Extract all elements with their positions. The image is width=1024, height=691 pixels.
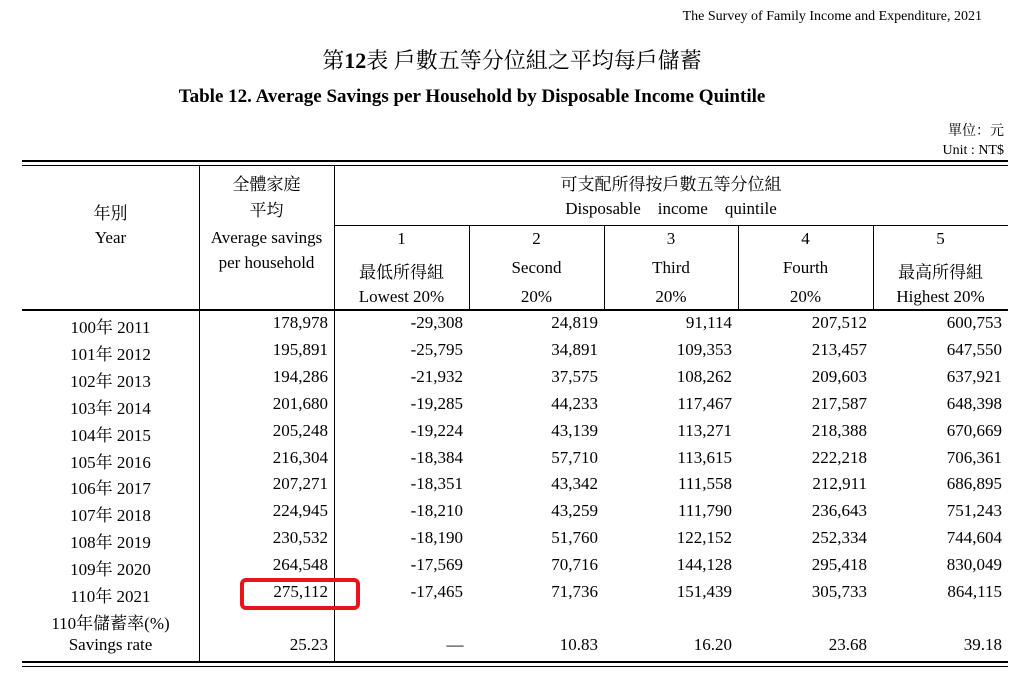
cell-year: 109年 2020 xyxy=(70,560,151,579)
quintile-4-number: 4 xyxy=(801,229,810,248)
cell-average: 224,945 xyxy=(272,501,328,520)
header-year-zh: 年別 xyxy=(93,204,128,223)
cell-year: 105年 2016 xyxy=(70,453,151,472)
highlight-box xyxy=(240,578,360,610)
cell-q1: -21,932 xyxy=(410,367,463,386)
cell-q4: 213,457 xyxy=(811,340,867,359)
cell-q5: 864,115 xyxy=(947,582,1002,601)
table-top-rule-inner xyxy=(22,165,1008,166)
quintile-3-pct: 20% xyxy=(655,287,687,306)
cell-q2: 51,760 xyxy=(551,528,598,547)
cell-q5: 744,604 xyxy=(946,528,1002,547)
cell-q1: -18,190 xyxy=(410,528,463,547)
header-year-en: Year xyxy=(94,228,127,247)
cell-q1: -29,308 xyxy=(410,313,463,332)
cell-q3: 91,114 xyxy=(685,313,732,332)
savings-rate-q5: 39.18 xyxy=(963,635,1002,654)
quintile-4-label: Fourth xyxy=(782,258,829,277)
cell-q5: 648,398 xyxy=(946,394,1002,413)
quintile-5-label: 最高所得組 xyxy=(898,263,983,282)
cell-average: 216,304 xyxy=(272,448,328,467)
cell-q3: 113,615 xyxy=(677,448,732,467)
cell-q2: 43,259 xyxy=(551,501,598,520)
savings-rate-q4: 23.68 xyxy=(828,635,867,654)
cell-q2: 43,139 xyxy=(551,421,598,440)
cell-q1: -18,210 xyxy=(410,501,463,520)
cell-q1: -18,351 xyxy=(410,474,463,493)
cell-q4: 207,512 xyxy=(811,313,867,332)
savings-rate-q1: — xyxy=(446,635,464,654)
table-top-rule xyxy=(22,160,1008,162)
cell-q4: 295,418 xyxy=(811,555,867,574)
cell-year: 107年 2018 xyxy=(70,506,151,525)
cell-year: 102年 2013 xyxy=(70,372,151,391)
cell-year: 103年 2014 xyxy=(70,399,151,418)
cell-q4: 222,218 xyxy=(811,448,867,467)
quintile-group-rule xyxy=(334,225,1008,226)
cell-q4: 236,643 xyxy=(811,501,867,520)
cell-q2: 44,233 xyxy=(551,394,598,413)
cell-q3: 144,128 xyxy=(676,555,732,574)
cell-q3: 151,439 xyxy=(676,582,732,601)
cell-q1: -19,224 xyxy=(410,421,463,440)
cell-q4: 305,733 xyxy=(811,582,867,601)
cell-q3: 111,558 xyxy=(678,474,732,493)
cell-q3: 113,271 xyxy=(677,421,732,440)
cell-q1: -17,569 xyxy=(410,555,463,574)
quintile-2-pct: 20% xyxy=(520,287,553,306)
cell-q2: 37,575 xyxy=(551,367,598,386)
cell-q4: 252,334 xyxy=(811,528,867,547)
quintile-5-number: 5 xyxy=(936,229,945,248)
cell-year: 104年 2015 xyxy=(70,426,151,445)
quintile-3-label: Third xyxy=(652,258,690,277)
cell-q2: 57,710 xyxy=(551,448,598,467)
cell-q4: 212,911 xyxy=(812,474,867,493)
quintile-5-pct: Highest 20% xyxy=(896,287,985,306)
cell-q1: -25,795 xyxy=(410,340,463,359)
cell-year: 100年 2011 xyxy=(70,318,151,337)
cell-q3: 111,790 xyxy=(678,501,732,520)
cell-average: 275,112 xyxy=(273,582,328,601)
cell-year: 108年 2019 xyxy=(70,533,151,552)
table-bottom-rule-inner xyxy=(22,666,1008,667)
survey-title: The Survey of Family Income and Expenditure, 2021 xyxy=(682,9,982,24)
quintile-4-pct: 20% xyxy=(789,287,822,306)
cell-q2: 24,819 xyxy=(551,313,598,332)
cell-year: 101年 2012 xyxy=(70,345,151,364)
cell-q1: -18,384 xyxy=(410,448,463,467)
cell-q3: 122,152 xyxy=(676,528,732,547)
cell-q5: 830,049 xyxy=(946,555,1002,574)
cell-q1: -19,285 xyxy=(410,394,463,413)
cell-q2: 71,736 xyxy=(551,582,598,601)
cell-q3: 109,353 xyxy=(676,340,732,359)
table-title-zh: 第12表 戶數五等分位組之平均每戶儲蓄 xyxy=(322,48,702,73)
cell-q5: 686,895 xyxy=(946,474,1002,493)
header-bottom-rule xyxy=(22,309,1008,311)
cell-year: 110年 2021 xyxy=(70,587,151,606)
cell-q5: 751,243 xyxy=(946,501,1002,520)
header-group-zh: 可支配所得按戶數五等分位組 xyxy=(560,175,782,194)
savings-rate-label-en: Savings rate xyxy=(68,635,153,654)
cell-q5: 637,921 xyxy=(946,367,1002,386)
cell-q5: 706,361 xyxy=(946,448,1002,467)
cell-q1: -17,465 xyxy=(410,582,463,601)
header-avg-zh-1: 全體家庭 xyxy=(232,175,301,194)
unit-label-zh: 單位：元 xyxy=(948,124,1004,139)
header-avg-en-1: Average savings xyxy=(210,228,323,247)
cell-q3: 117,467 xyxy=(677,394,732,413)
savings-rate-avg: 25.23 xyxy=(289,635,328,654)
quintile-2-number: 2 xyxy=(532,229,541,248)
quintile-1-pct: Lowest 20% xyxy=(358,287,445,306)
quintile-1-label: 最低所得組 xyxy=(359,263,444,282)
cell-average: 178,978 xyxy=(272,313,328,332)
cell-q5: 647,550 xyxy=(946,340,1002,359)
cell-average: 205,248 xyxy=(272,421,328,440)
cell-q5: 600,753 xyxy=(946,313,1002,332)
table-bottom-rule xyxy=(22,661,1008,663)
cell-q2: 70,716 xyxy=(551,555,598,574)
cell-average: 201,680 xyxy=(272,394,328,413)
cell-q3: 108,262 xyxy=(676,367,732,386)
cell-average: 207,271 xyxy=(272,474,328,493)
cell-q5: 670,669 xyxy=(946,421,1002,440)
cell-year: 106年 2017 xyxy=(70,479,151,498)
quintile-1-number: 1 xyxy=(397,229,406,248)
header-avg-zh-2: 平均 xyxy=(249,201,284,220)
header-group-en: Disposable income quintile xyxy=(565,199,777,218)
cell-q4: 217,587 xyxy=(811,394,867,413)
cell-q4: 209,603 xyxy=(811,367,867,386)
unit-label-en: Unit : NT$ xyxy=(942,143,1004,158)
savings-rate-label-zh: 110年儲蓄率(%) xyxy=(51,614,170,633)
cell-q2: 43,342 xyxy=(551,474,598,493)
cell-q2: 34,891 xyxy=(551,340,598,359)
quintile-2-label: Second xyxy=(511,258,562,277)
cell-q4: 218,388 xyxy=(811,421,867,440)
cell-average: 264,548 xyxy=(272,555,328,574)
savings-rate-q2: 10.83 xyxy=(559,635,598,654)
cell-average: 194,286 xyxy=(272,367,328,386)
header-avg-en-2: per household xyxy=(218,253,315,272)
cell-average: 195,891 xyxy=(272,340,328,359)
cell-average: 230,532 xyxy=(272,528,328,547)
savings-rate-q3: 16.20 xyxy=(693,635,732,654)
table-title-en: Table 12. Average Savings per Household by Disposable Income Quintile xyxy=(178,86,766,107)
quintile-3-number: 3 xyxy=(666,229,676,248)
